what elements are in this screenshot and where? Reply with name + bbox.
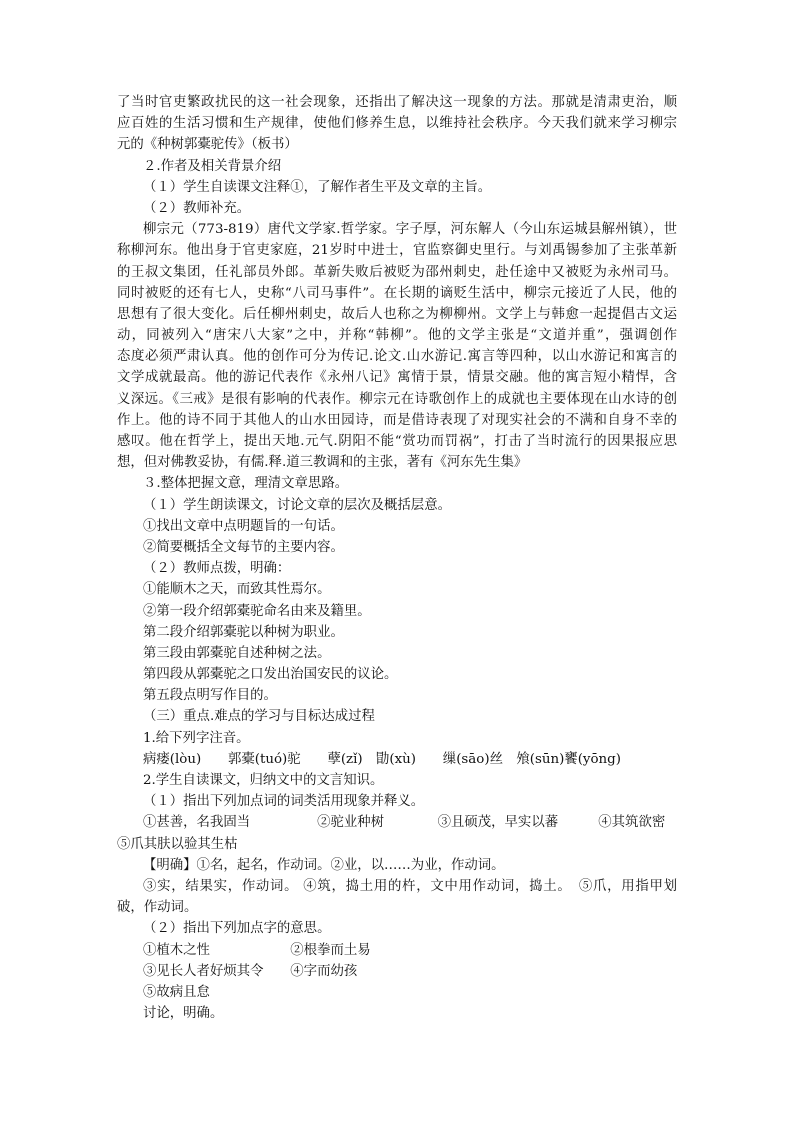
- text-line: 讨论，明确。: [143, 1006, 224, 1022]
- text-line: 想，但对佛教妥协，有儒.释.道三教调和的主张，著有《河东先生集》: [117, 455, 528, 471]
- text-line: ①找出文章中点明题旨的一句话。: [143, 518, 344, 534]
- text-line: 思想有了很大变化。后任柳州刺史，故后人也称之为柳柳州。文学上与韩愈一起提倡古文运: [117, 306, 677, 322]
- text-line: 了当时官吏繁政扰民的这一社会现象，还指出了解决这一现象的方法。那就是清肃吏治，顺: [117, 95, 677, 110]
- text-line: 【明确】①名，起名，作动词。②业，以……为业，作动词。: [143, 857, 505, 873]
- text-line: ３.整体把握文意，理清文章思路。: [143, 476, 349, 492]
- text-line: 柳宗元（773-819）唐代文学家.哲学家。字子厚，河东解人（今山东运城县解州镇），世: [143, 222, 677, 238]
- text-line: 应百姓的生活习惯和生产规律，使他们修养生息，以维持社会秩序。今天我们就来学习柳宗: [117, 116, 677, 132]
- text-line: （２）指出下列加点字的意思。: [143, 921, 331, 937]
- text-line: （２）教师补充。: [143, 200, 251, 216]
- text-line: （１）指出下列加点词的词类活用现象并释义。: [143, 794, 425, 810]
- text-line: ③见长人者好烦其令 ④字而幼孩: [143, 963, 358, 979]
- text-line: （三）重点.难点的学习与目标达成过程: [143, 709, 375, 725]
- text-line: ①植木之性 ②根拳而土易: [143, 942, 371, 958]
- text-line: （２）教师点拨，明确：: [143, 561, 291, 577]
- text-line: 动，同被列入“唐宋八大家”之中，并称“韩柳”。他的文学主张是“文道并重”，强调创作: [117, 328, 677, 344]
- text-line: 称柳河东。他出身于官吏家庭，21岁时中进士，官监察御史里行。与刘禹锡参加了主张革新: [117, 243, 677, 259]
- text-line: 第五段点明写作目的。: [143, 688, 277, 704]
- text-line: 元的《种树郭橐驼传》（板书）: [117, 137, 298, 153]
- text-line: ②第一段介绍郭橐驼命名由来及籍里。: [143, 603, 371, 619]
- text-line: 作上。他的诗不同于其他人的山水田园诗，而是借诗表现了对现实社会的不满和自身不幸的: [117, 412, 677, 428]
- text-line: ③实，结果实，作动词。 ④筑，捣土用的杵，文中用作动词，捣土。 ⑤爪，用指甲划: [143, 878, 677, 894]
- text-line: 的王叔文集团，任礼部员外郎。革新失败后被贬为邵州刺史，赴任途中又被贬为永州司马。: [117, 264, 677, 280]
- text-line: 2.学生自读课文，归纳文中的文言知识。: [143, 773, 384, 788]
- text-line: ①能顺木之天，而致其性焉尔。: [143, 582, 331, 598]
- text-line: 1.给下列字注音。: [143, 730, 250, 746]
- text-line: （１）学生自读课文注释①，了解作者生平及文章的主旨。: [143, 179, 492, 195]
- text-line: 破，作动词。: [117, 900, 198, 916]
- text-line: 同时被贬的还有七人，史称“八司马事件”。在长期的谪贬生活中，柳宗元接近了人民，他的: [117, 285, 677, 301]
- text-line: 态度必须严肃认真。他的创作可分为传记.论文.山水游记.寓言等四种，以山水游记和寓言的: [117, 349, 677, 365]
- text-line: 病瘘(lòu) 郭橐(tuó)驼 孽(zǐ) 勖(xù) 缫(sāo)丝 飧(sūn)饔(yōng): [143, 751, 621, 767]
- text-line: ⑤故病且怠: [143, 984, 210, 1000]
- text-line: ②简要概括全文每节的主要内容。: [143, 539, 344, 555]
- text-line: ⑤爪其肤以验其生枯: [117, 836, 238, 852]
- text-line: 第三段由郭橐驼自述种树之法。: [143, 645, 331, 661]
- text-line: 义深远。《三戒》是很有影响的代表作。柳宗元在诗歌创作上的成就也主要体现在山水诗的创: [117, 391, 677, 407]
- text-line: 第四段从郭橐驼之口发出治国安民的议论。: [143, 667, 398, 683]
- text-line: ①甚善，名我固当 ②驼业种树 ③且硕茂，早实以蕃 ④其筑欲密: [143, 815, 666, 831]
- document-page: [117, 92, 677, 1024]
- text-line: 第二段介绍郭橐驼以种树为职业。: [143, 624, 344, 640]
- text-line: 感叹。他在哲学上，提出天地.元气.阴阳不能“赏功而罚祸”，打击了当时流行的因果报应思: [117, 434, 677, 449]
- text-line: （１）学生朗读课文，讨论文章的层次及概括层意。: [143, 497, 451, 513]
- text-line: 文学成就最高。他的游记代表作《永州八记》寓情于景，情景交融。他的寓言短小精悍，含: [117, 370, 677, 386]
- text-line: ２.作者及相关背景介绍: [143, 158, 282, 174]
